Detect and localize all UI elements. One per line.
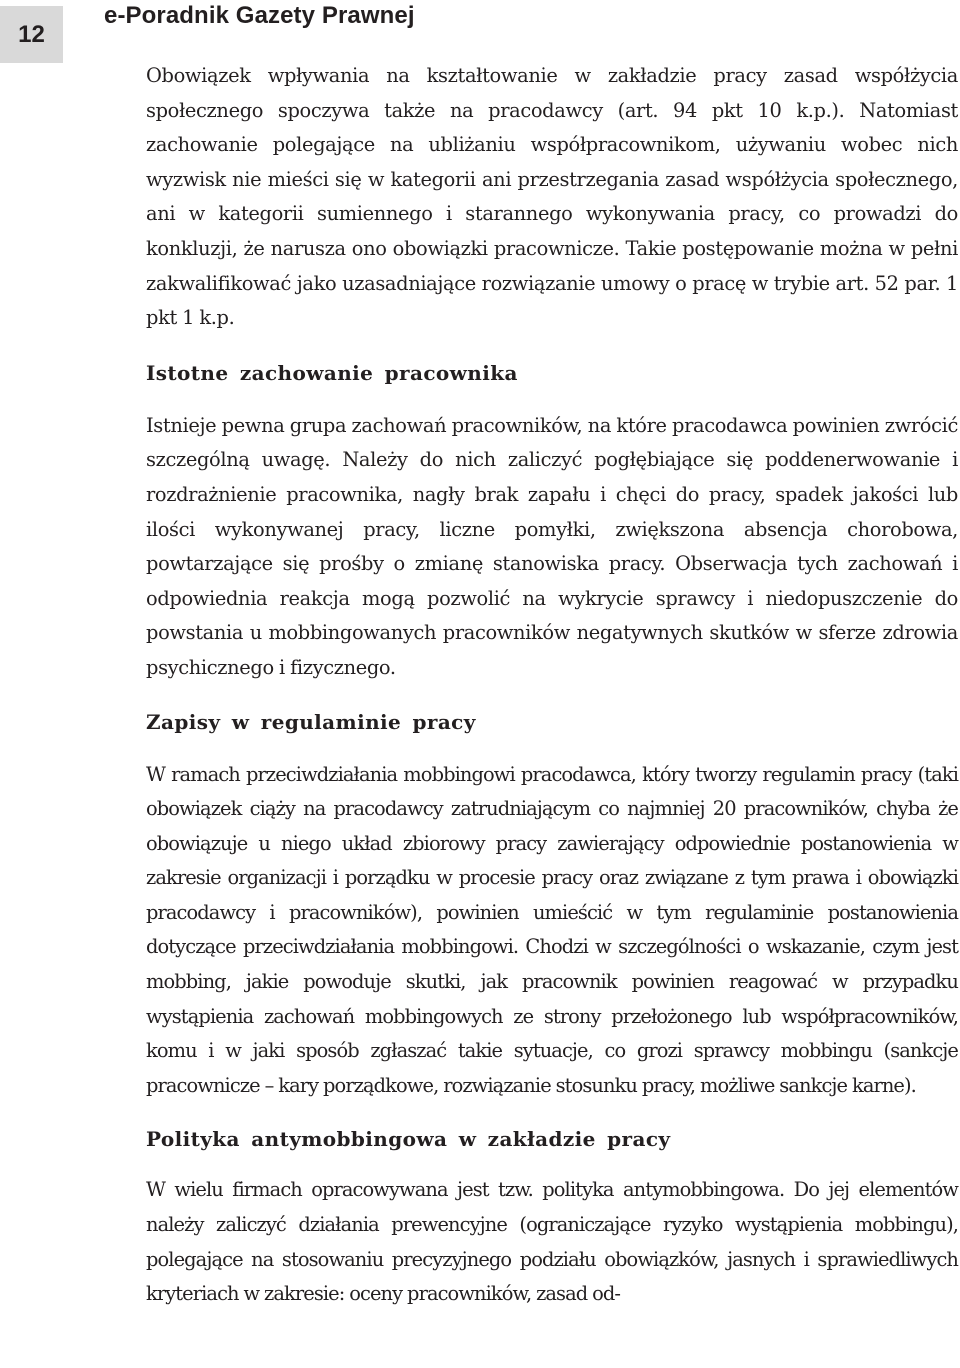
paragraph-work-regulations: W ramach przeciwdziałania mobbingowi pracodawca, który tworzy regulamin pracy (taki obowiązek ciąży na pracodawcy zatrudniającym co najmniej 20 pracowników, chyba że obowiązuje u niego układ zbiorowy pracy zawierający odpowiednie postanowienia w zakresie organizacji i porządku w procesie pracy oraz związane z tym prawa i obowiązki pracodawcy i pracowników), powinien umieścić w tym regulaminie postanowienia dotyczące przeciwdziałania mobbingowi. Chodzi w szczególności o wskazanie, czym jest mobbing, jakie powoduje skutki, jak pracownik powinien reagować w przypadku wystąpienia zachowań mobbingowych ze strony przełożonego lub współpracowników, komu i w jaki sposób zgłaszać takie sytuacje, co grozi sprawcy mobbingu (sankcje pracownicze – kary porządkowe, rozwiązanie stosunku pracy, możliwe sankcje karne). [146,762,958,1097]
heading-employee-behavior: Istotne zachowanie pracownika [146,360,518,385]
paragraph-behavior-signs: Istnieje pewna grupa zachowań pracowników, na które pracodawca powinien zwrócić szczególną uwagę. Należy do nich zaliczyć pogłębiające się poddenerwowanie i rozdrażnienie pracownika, nagły brak zapału i chęci do pracy, spadek jakości lub ilości wykonywanej pracy, liczne pomyłki, zwiększona absencja chorobowa, powtarzające się prośby o zmianę stanowiska pracy. Obserwacja tych zachowań i odpowiednia reakcja mogą pozwolić na wykrycie sprawcy i niedopuszczenie do powstania u mobbingowanych pracowników negatywnych skutków w sferze zdrowia psychicznego i fizycznego. [146,413,958,679]
running-header-title: e-Poradnik Gazety Prawnej [104,2,415,29]
heading-work-regulations: Zapisy w regulaminie pracy [146,709,476,734]
article-body [146,59,958,1312]
page-number: 12 [0,6,63,63]
paragraph-antimobbing-policy: W wielu firmach opracowywana jest tzw. polityka antymobbingowa. Do jej elementów należy zaliczyć działania prewencyjne (ograniczające ryzyko wystąpienia mobbingu), polegające na stosowaniu precyzyjnego podziału obowiązków, jasnych i sprawiedliwych kryteriach w zakresie: oceny pracowników, zasad od- [146,1178,958,1306]
heading-antimobbing-policy: Polityka antymobbingowa w zakładzie pracy [146,1127,671,1152]
paragraph-workplace-conduct: Obowiązek wpływania na kształtowanie w zakładzie pracy zasad współżycia społecznego spoczywa także na pracodawcy (art. 94 pkt 10 k.p.). Natomiast zachowanie polegające na ubliżaniu współpracownikom, używaniu wobec nich wyzwisk nie mieści się w kategorii ani przestrzegania zasad współżycia społecznego, ani w kategorii sumiennego i starannego wykonywania pracy, co prowadzi do konkluzji, że narusza ono obowiązki pracownicze. Takie postępowanie można w pełni zakwalifikować jako uzasadniające rozwiązanie umowy o pracę w trybie art. 52 par. 1 pkt 1 k.p. [146,64,958,330]
